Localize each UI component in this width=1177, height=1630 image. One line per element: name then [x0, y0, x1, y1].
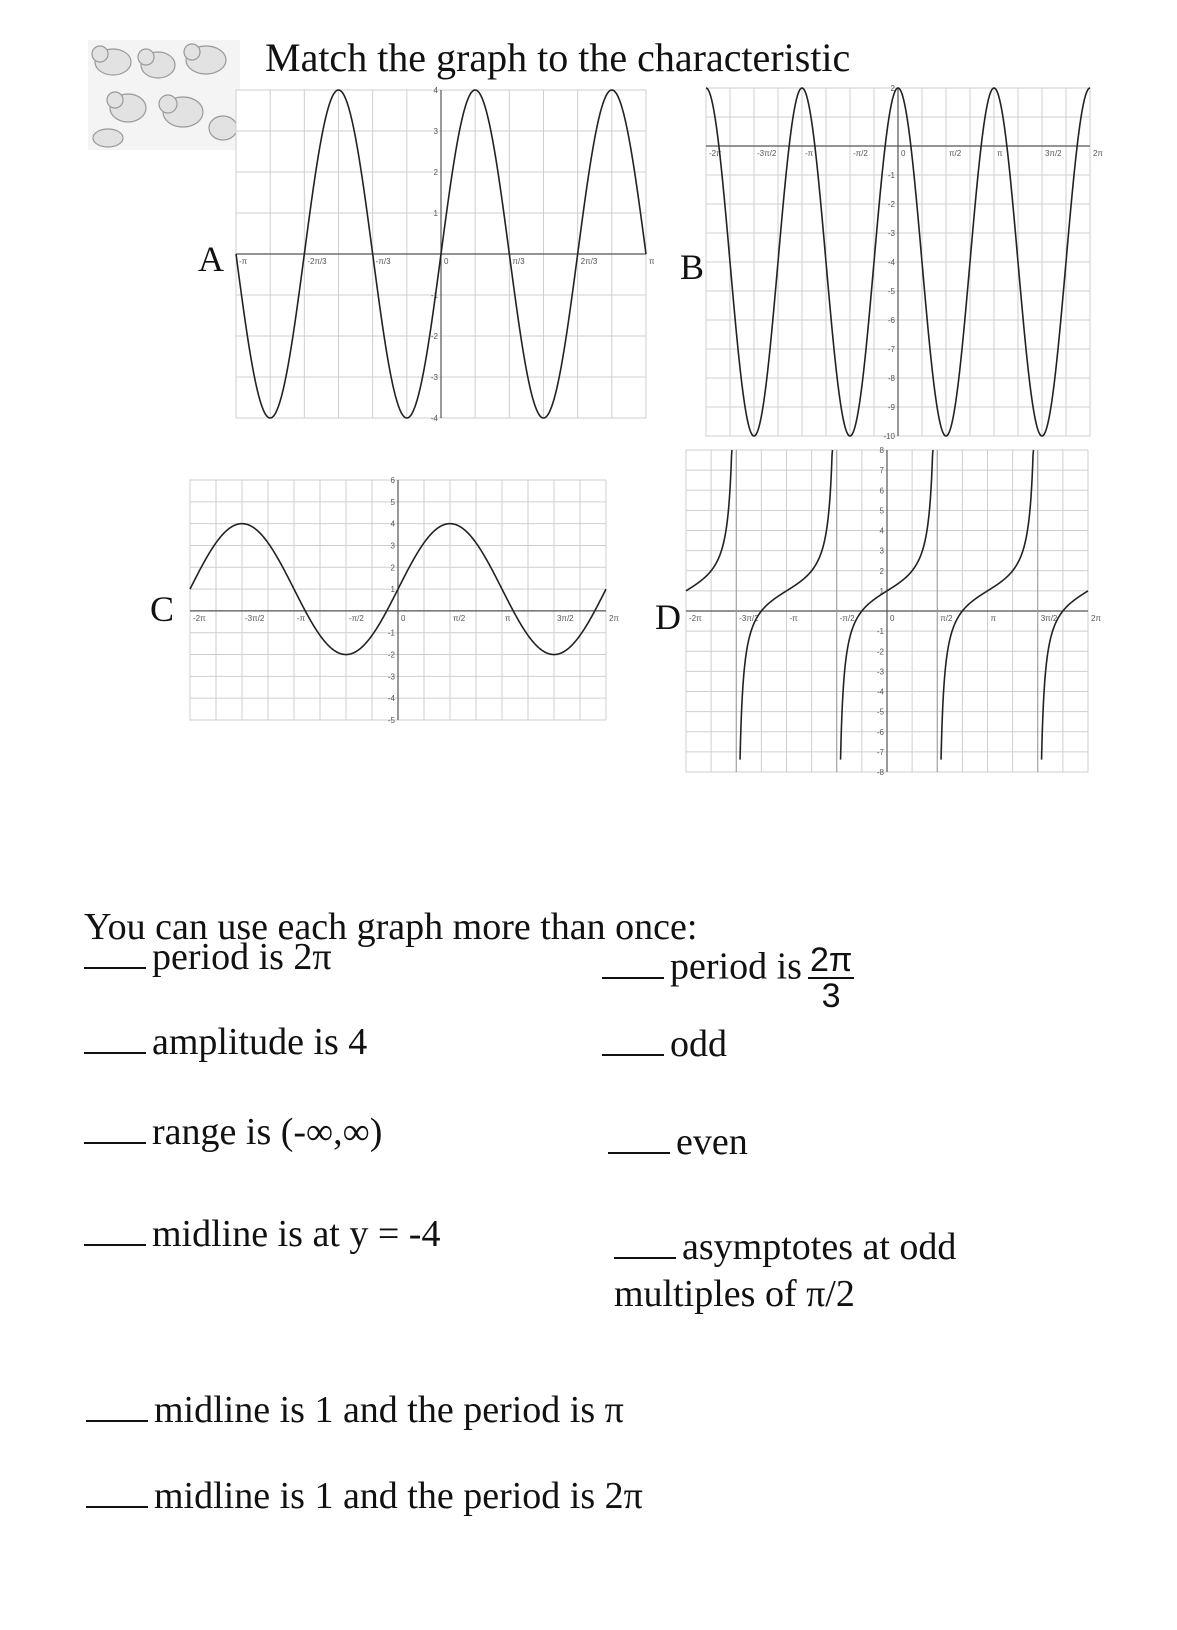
- item-asymptotes-line2: multiples of π/2: [614, 1273, 855, 1315]
- x-tick-label: π/3: [512, 257, 525, 266]
- answer-blank[interactable]: [602, 976, 664, 979]
- y-tick-label: -5: [887, 287, 895, 296]
- y-tick-label: 7: [879, 466, 884, 476]
- answer-blank[interactable]: [84, 1141, 146, 1144]
- x-tick-label: -3π/2: [757, 149, 777, 158]
- y-tick-label: 2: [433, 168, 438, 177]
- answer-blank[interactable]: [84, 1243, 146, 1246]
- graph-label-b: B: [680, 247, 705, 287]
- x-tick-label: -3π/2: [739, 614, 759, 623]
- item-midline-neg4: midline is at y = -4: [84, 1212, 440, 1256]
- x-tick-label: -π/2: [839, 614, 855, 623]
- y-tick-label: -4: [387, 694, 395, 704]
- answer-blank[interactable]: [86, 1505, 148, 1508]
- y-tick-label: 3: [879, 546, 884, 556]
- x-tick-label: 0: [444, 257, 449, 266]
- y-tick-label: -2: [876, 647, 884, 657]
- answer-blank[interactable]: [84, 1051, 146, 1054]
- elephants-clipart: [88, 40, 240, 150]
- fraction-2pi-over-3: $\frac{2\pi}{3}$: [809, 941, 853, 1015]
- x-tick-label: -π/2: [349, 613, 364, 623]
- y-tick-label: 1: [390, 585, 395, 595]
- x-tick-label: -2π: [709, 149, 722, 158]
- y-tick-label: 4: [879, 526, 884, 536]
- y-tick-label: -7: [887, 345, 895, 354]
- y-tick-label: 8: [879, 446, 884, 455]
- item-odd: odd: [602, 1022, 727, 1066]
- x-tick-label: -π: [297, 613, 306, 623]
- y-tick-label: 2: [879, 566, 884, 576]
- x-tick-label: 0: [901, 149, 906, 158]
- y-tick-label: -8: [887, 374, 895, 383]
- y-tick-label: 5: [390, 497, 395, 507]
- x-tick-label: -2π: [689, 614, 702, 623]
- x-tick-label: 2π: [1092, 149, 1103, 158]
- y-tick-label: 6: [390, 476, 395, 485]
- y-tick-label: -1: [876, 627, 884, 637]
- y-tick-label: 5: [879, 506, 884, 516]
- y-tick-label: -4: [430, 414, 438, 423]
- x-tick-label: -π/3: [375, 257, 391, 266]
- item-midline-1-period-pi: midline is 1 and the period is π: [86, 1388, 624, 1432]
- item-period-2pi: period is 2π: [84, 935, 332, 979]
- y-tick-label: -2: [387, 650, 395, 660]
- y-tick-label: -10: [883, 432, 895, 441]
- y-tick-label: -7: [876, 747, 884, 757]
- x-tick-label: 2π/3: [580, 257, 598, 266]
- x-tick-label: -3π/2: [245, 613, 265, 623]
- y-tick-label: -2: [887, 200, 895, 209]
- graph-label-a: A: [198, 239, 224, 279]
- graph-d: [686, 446, 1101, 777]
- y-tick-label: -8: [876, 768, 884, 777]
- x-tick-label: π/2: [948, 149, 962, 158]
- y-tick-label: -1: [387, 628, 395, 638]
- y-tick-label: -2: [430, 332, 438, 341]
- answer-blank[interactable]: [84, 966, 146, 969]
- y-tick-label: -3: [387, 672, 395, 682]
- item-midline-1-period-2pi: midline is 1 and the period is 2π: [86, 1474, 643, 1518]
- answer-blank[interactable]: [608, 1151, 670, 1154]
- x-tick-label: π/2: [940, 614, 953, 623]
- x-tick-label: 0: [401, 613, 406, 623]
- y-tick-label: 3: [390, 541, 395, 551]
- x-tick-label: -π: [789, 614, 798, 623]
- y-tick-label: -6: [887, 316, 895, 325]
- graph-label-c: C: [150, 589, 175, 629]
- y-tick-label: 1: [433, 209, 438, 218]
- y-tick-label: -3: [430, 373, 438, 382]
- x-tick-label: -2π/3: [307, 257, 327, 266]
- item-range: range is (-∞,∞): [84, 1110, 382, 1154]
- x-tick-label: 3π/2: [1040, 614, 1058, 623]
- graph-c: [190, 476, 619, 725]
- y-tick-label: 6: [879, 486, 884, 496]
- y-tick-label: -4: [876, 687, 884, 697]
- x-tick-label: 2π: [1090, 614, 1101, 623]
- x-tick-label: 0: [890, 614, 895, 623]
- x-tick-label: 2π: [608, 613, 619, 623]
- y-tick-label: -6: [876, 727, 884, 737]
- y-tick-label: 1: [879, 586, 884, 596]
- x-tick-label: π: [504, 613, 511, 623]
- x-tick-label: -π: [239, 257, 248, 266]
- y-tick-label: 2: [390, 563, 395, 573]
- x-tick-label: π/2: [452, 613, 466, 623]
- answer-blank[interactable]: [86, 1419, 148, 1422]
- y-tick-label: -3: [887, 229, 895, 238]
- y-tick-label: 2: [890, 84, 895, 93]
- x-tick-label: 3π/2: [1044, 149, 1062, 158]
- y-tick-label: -1: [887, 171, 895, 180]
- y-tick-label: 4: [433, 86, 438, 95]
- x-tick-label: π: [648, 257, 655, 266]
- y-tick-label: -1: [430, 291, 438, 300]
- graph-b: [706, 84, 1103, 441]
- y-tick-label: -5: [876, 707, 884, 717]
- x-tick-label: π: [996, 149, 1003, 158]
- answer-blank[interactable]: [602, 1053, 664, 1056]
- item-asymptotes: asymptotes at odd: [614, 1225, 956, 1269]
- item-period-2pi-3: period is $\frac{2\pi}{3}$: [602, 935, 854, 1005]
- y-tick-label: 3: [433, 127, 438, 136]
- y-tick-label: -3: [876, 667, 884, 677]
- y-tick-label: -5: [387, 716, 395, 725]
- graph-label-d: D: [655, 597, 681, 637]
- x-tick-label: -π/2: [853, 149, 868, 158]
- x-tick-label: 3π/2: [556, 613, 574, 623]
- item-even: even: [608, 1120, 748, 1164]
- y-tick-label: 4: [390, 519, 395, 529]
- x-tick-label: -2π: [193, 613, 206, 623]
- y-tick-label: -9: [887, 403, 895, 412]
- answer-blank[interactable]: [614, 1256, 676, 1259]
- item-amplitude-4: amplitude is 4: [84, 1020, 367, 1064]
- x-tick-label: -π: [805, 149, 814, 158]
- instructions: You can use each graph more than once:: [84, 906, 698, 948]
- x-tick-label: π: [990, 614, 997, 623]
- page-title: Match the graph to the characteristic: [265, 35, 851, 80]
- y-tick-label: -4: [887, 258, 895, 267]
- graph-a: [236, 86, 655, 423]
